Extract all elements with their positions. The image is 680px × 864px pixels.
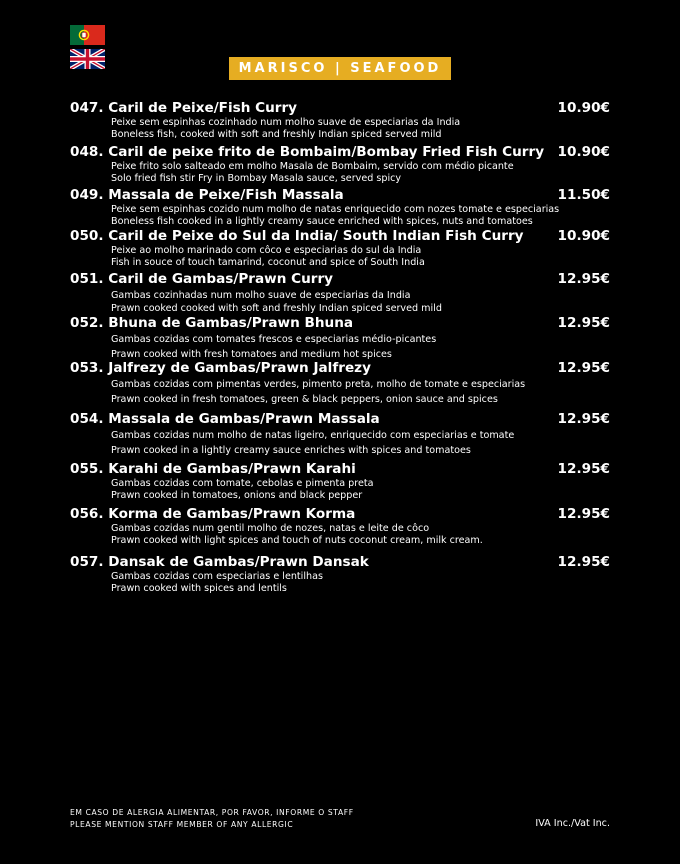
item-title: 054. Massala de Gambas/Prawn Massala [70,411,380,427]
item-price: 12.95€ [557,411,610,427]
menu-item [70,99,610,141]
item-price: 12.95€ [557,506,610,522]
section-title: MARISCO | SEAFOOD [229,57,451,80]
item-description-pt: Gambas cozidas com tomates frescos e especiarias médio-picantes [111,334,437,345]
vat-note: IVA Inc./Vat Inc. [535,818,610,829]
item-description-en: Fish in souce of touch tamarind, coconut and spice of South India [111,257,425,268]
menu-item [70,505,610,547]
item-title: 048. Caril de peixe frito de Bombaim/Bombay Fried Fish Curry [70,144,545,160]
menu-item [70,314,610,362]
item-price: 10.90€ [557,144,610,160]
uk-flag-icon[interactable] [70,49,105,69]
item-description-en: Solo fried fish stir Fry in Bombay Masala sauce, served spicy [111,173,402,184]
item-description-en: Prawn cooked with spices and lentils [111,583,287,594]
item-title: 057. Dansak de Gambas/Prawn Dansak [70,554,369,570]
item-title: 050. Caril de Peixe do Sul da India/ South Indian Fish Curry [70,228,524,244]
item-description-pt: Gambas cozidas com pimentas verdes, pimento preta, molho de tomate e especiarias [111,379,526,390]
item-description-pt: Gambas cozidas num gentil molho de nozes, natas e leite de côco [111,523,430,534]
item-price: 11.50€ [557,187,610,203]
item-description-en: Prawn cooked with fresh tomatoes and medium hot spices [111,349,392,360]
item-price: 12.95€ [557,360,610,376]
item-price: 12.95€ [557,461,610,477]
item-description-en: Prawn cooked in tomatoes, onions and black pepper [111,490,363,501]
menu-item [70,186,610,228]
item-title: 049. Massala de Peixe/Fish Massala [70,187,344,203]
item-description-en: Boneless fish cooked in a lightly creamy sauce enriched with spices, nuts and tomatoes [111,216,533,227]
allergy-notice-en: PLEASE MENTION STAFF MEMBER OF ANY ALLERGIC [70,820,294,829]
menu-item [70,227,610,269]
item-title: 052. Bhuna de Gambas/Prawn Bhuna [70,315,354,331]
item-description-pt: Peixe sem espinhas cozinhado num molho suave de especiarias da India [111,117,461,128]
item-description-pt: Gambas cozidas com tomate, cebolas e pimenta preta [111,478,374,489]
item-description-pt: Gambas cozidas num molho de natas ligeiro, enriquecido com especiarias e tomate [111,430,515,441]
menu-item [70,410,610,458]
item-price: 10.90€ [557,100,610,116]
item-description-pt: Peixe frito solo salteado em molho Masala de Bombaim, servido com médio picante [111,161,514,172]
item-price: 10.90€ [557,228,610,244]
allergy-notice-pt: EM CASO DE ALERGIA ALIMENTAR, POR FAVOR, INFORME O STAFF [70,808,354,817]
item-description-en: Prawn cooked cooked with soft and freshly Indian spiced served mild [111,303,442,314]
item-description-en: Prawn cooked in a lightly creamy sauce enriches with spices and tomatoes [111,445,471,456]
item-description-en: Prawn cooked with light spices and touch of nuts coconut cream, milk cream. [111,535,483,546]
item-description-pt: Gambas cozidas com especiarias e lentilhas [111,571,323,582]
item-description-en: Prawn cooked in fresh tomatoes, green & black peppers, onion sauce and spices [111,394,498,405]
item-price: 12.95€ [557,315,610,331]
item-title: 051. Caril de Gambas/Prawn Curry [70,271,334,287]
allergy-notice [70,807,354,831]
item-description-pt: Peixe sem espinhas cozido num molho de natas enriquecido com nozes tomate e especiarias [111,204,560,215]
menu-item [70,460,610,502]
item-price: 12.95€ [557,271,610,287]
item-title: 056. Korma de Gambas/Prawn Korma [70,506,356,522]
menu-item [70,270,610,315]
item-title: 055. Karahi de Gambas/Prawn Karahi [70,461,356,477]
item-title: 047. Caril de Peixe/Fish Curry [70,100,298,116]
item-title: 053. Jalfrezy de Gambas/Prawn Jalfrezy [70,360,371,376]
menu-item [70,359,610,407]
item-description-pt: Gambas cozinhadas num molho suave de especiarias da India [111,290,411,301]
item-price: 12.95€ [557,554,610,570]
portugal-flag-icon[interactable] [70,25,105,45]
item-description-en: Boneless fish, cooked with soft and freshly Indian spiced served mild [111,129,442,140]
menu-item [70,553,610,595]
menu-item [70,143,610,185]
item-description-pt: Peixe ao molho marinado com côco e especiarias do sul da India [111,245,422,256]
